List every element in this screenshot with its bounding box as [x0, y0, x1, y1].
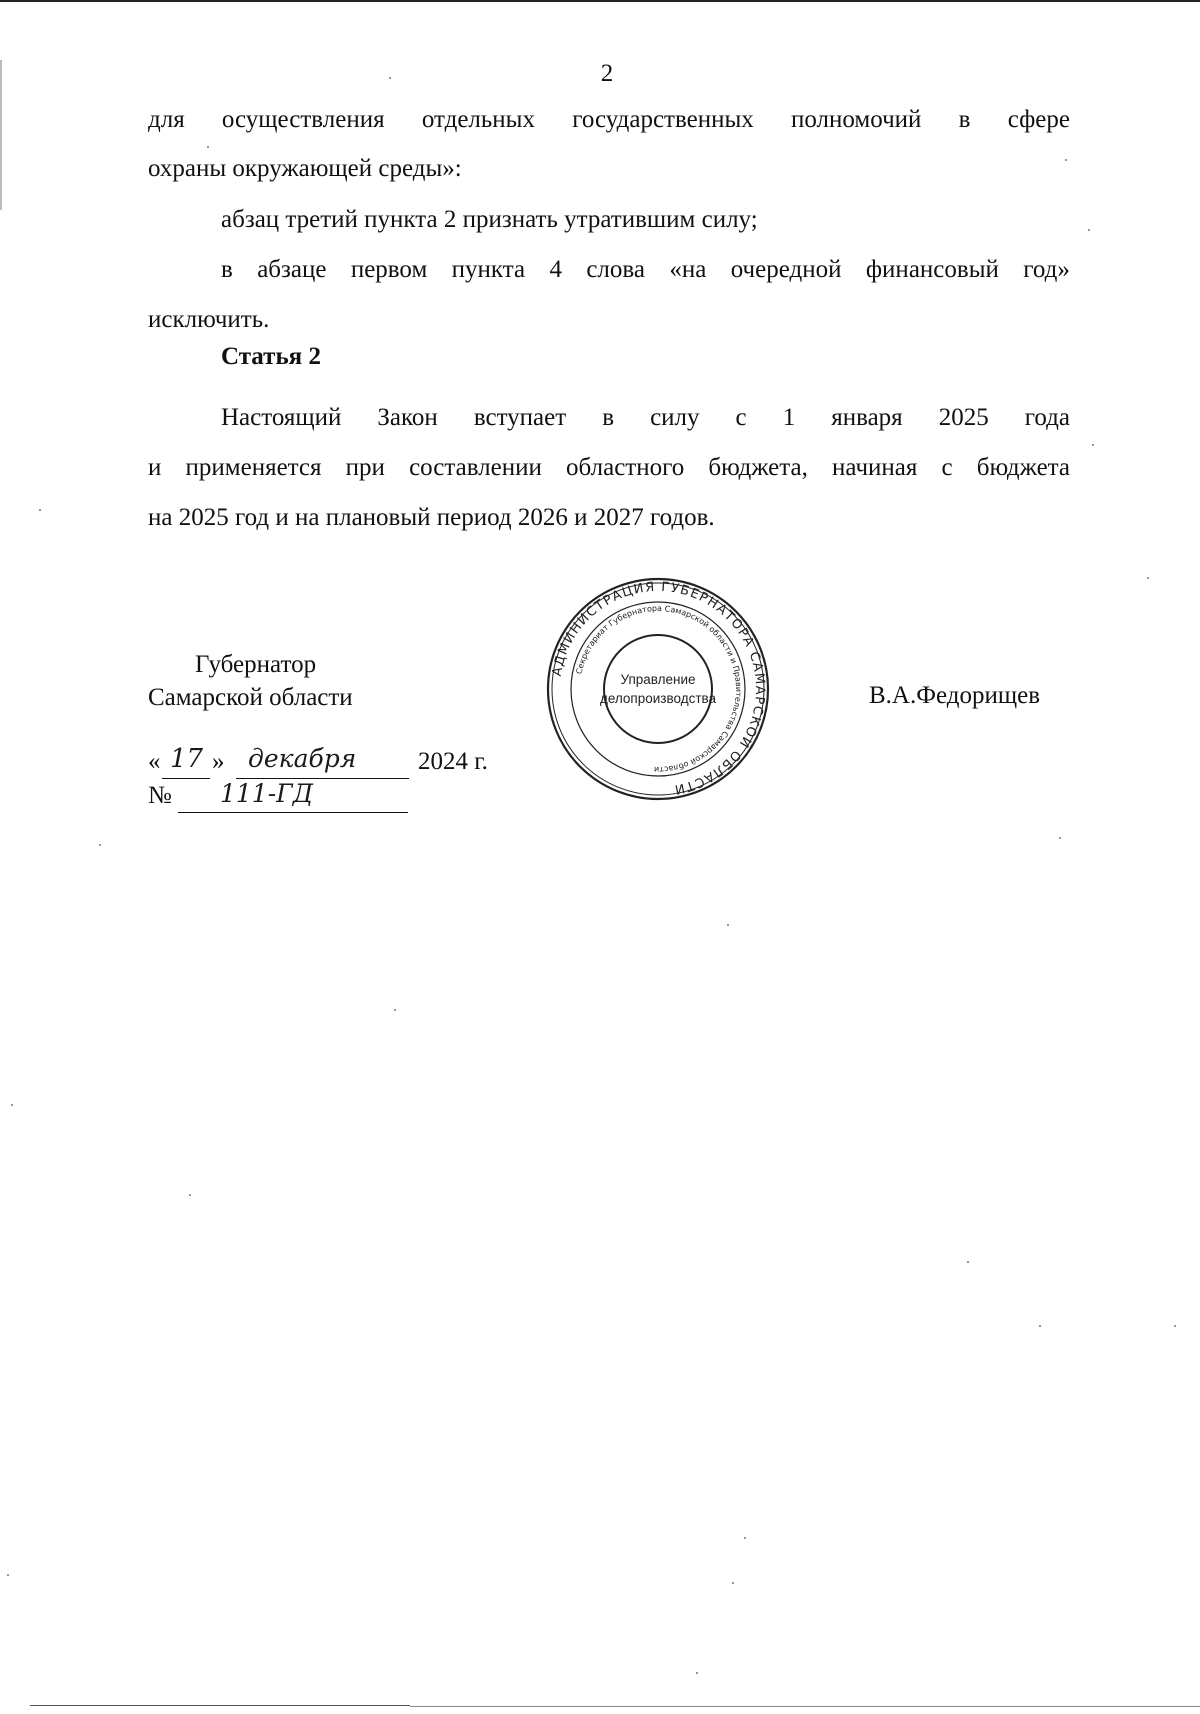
paragraph-1-line-1 [148, 95, 1070, 144]
handwritten-month: декабря [248, 744, 357, 773]
scan-bottom-edge [30, 1705, 410, 1706]
paragraph-1-line-2: охраны окружающей среды»: [148, 155, 462, 182]
word: Закон [377, 404, 438, 431]
word: года [1024, 404, 1070, 431]
word: очередной [730, 256, 842, 283]
word: января [831, 404, 903, 431]
paragraph-4-line-3: на 2025 год и на плановый период 2026 и 2027 годов. [148, 504, 715, 531]
word: сфере [1007, 106, 1070, 133]
word: 4 [549, 256, 562, 283]
word: «на [669, 256, 707, 283]
paragraph-4-line-2 [148, 443, 1070, 492]
word: для [148, 106, 185, 133]
word: в [221, 256, 233, 283]
word: составлении [409, 454, 542, 481]
law-number-line [148, 779, 418, 814]
date-close-quote: » [212, 748, 225, 775]
stamp-ring-text: Секретариат Губернатора Самарской области и Правительства Самарской области [574, 603, 744, 775]
handwritten-law-number: 111-ГД [220, 779, 314, 808]
paragraph-3-line-1 [221, 245, 1070, 294]
stamp-center-line-2: делопроизводства [599, 691, 717, 706]
date-open-quote: « [148, 748, 161, 775]
official-stamp [545, 576, 771, 802]
word: при [345, 454, 385, 481]
word: год» [1023, 256, 1070, 283]
stamp-middle-ring [571, 602, 745, 776]
word: абзаце [257, 256, 327, 283]
word: государственных [572, 106, 754, 133]
stamp-inner-ring [604, 635, 712, 743]
word: бюджета [976, 454, 1070, 481]
paragraph-3-line-2: исключить. [148, 306, 270, 333]
word: в [958, 106, 971, 133]
paragraph-4-line-1 [221, 393, 1070, 442]
word: отдельных [421, 106, 535, 133]
signatory-title-line-2: Самарской области [148, 684, 353, 711]
scan-top-edge [0, 0, 1200, 2]
number-sign: № [148, 782, 172, 809]
word: начиная [831, 454, 918, 481]
word: 2025 [938, 404, 989, 431]
signatory-title [148, 648, 353, 714]
handwritten-day: 17 [170, 744, 204, 774]
word: вступает [473, 404, 567, 431]
word: Настоящий [221, 404, 342, 431]
word: полномочий [791, 106, 922, 133]
word: в [602, 404, 615, 431]
word: слова [586, 256, 645, 283]
article-heading: Статья 2 [221, 343, 321, 370]
stamp-center-line-1: Управление [620, 672, 696, 687]
signatory-title-line-1: Губернатор [195, 651, 317, 678]
word: 1 [782, 404, 796, 431]
stamp-outer-text: АДМИНИСТРАЦИЯ ГУБЕРНАТОРА САМАРСКОЙ ОБЛАСТИ [549, 579, 768, 797]
word: финансовый [865, 256, 999, 283]
paragraph-2: абзац третий пункта 2 признать утратившим силу; [221, 206, 758, 233]
scan-bottom-edge [410, 1706, 1200, 1707]
word: применяется [185, 454, 322, 481]
word: с [735, 404, 747, 431]
scan-left-edge [0, 60, 2, 210]
word: бюджета, [708, 454, 808, 481]
word: областного [566, 454, 685, 481]
date-year: 2024 г. [418, 748, 488, 775]
page-number: 2 [600, 60, 614, 87]
signatory-name: В.А.Федорищев [869, 682, 1040, 709]
word: первом [350, 256, 428, 283]
word: осуществления [221, 106, 385, 133]
word: пункта [451, 256, 526, 283]
word: силу [650, 404, 700, 431]
word: с [941, 454, 953, 481]
date-line [148, 744, 508, 780]
word: и [148, 454, 162, 481]
